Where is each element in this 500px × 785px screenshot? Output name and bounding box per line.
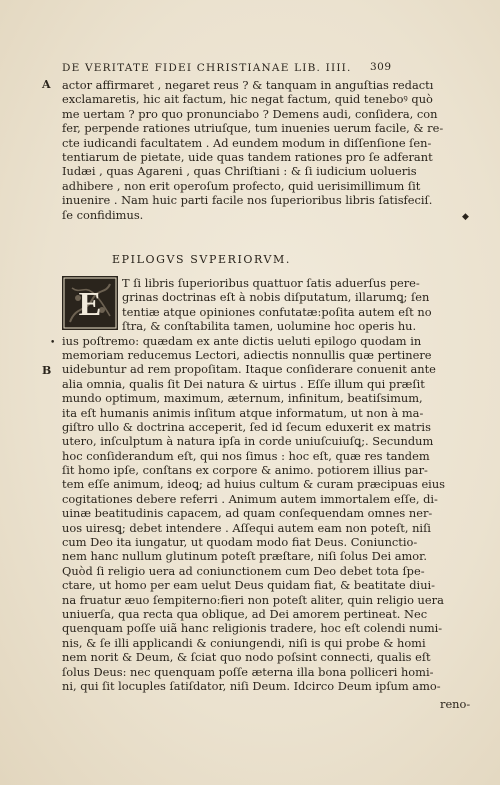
catchword: reno- <box>440 697 471 711</box>
text-line: na fruatur æuo ſempiterno:fieri non poteſt aliter, quin religio uera <box>62 592 444 607</box>
text-line: cte iudicandi facultatem . Ad eundem modum in diſſenſione ſen- <box>62 135 432 150</box>
text-line: ſolus Deus: nec quenquam poſſe æterna illa bona polliceri homi- <box>62 664 434 679</box>
page-number: 309 <box>370 61 392 73</box>
text-line: nis, & ſe illi applicandi & coniungendi, niſi is qui probe & homi <box>62 635 426 650</box>
paragraph-continuation <box>62 78 454 222</box>
text-line: tentiarum de pietate, uide quas tandem rationes pro ſe adferant <box>62 149 433 164</box>
text-line: uniuerſa, qua recta qua oblique, ad Dei amorem pertineat. Nec <box>62 606 428 621</box>
ornament-mark: ◆ <box>462 212 469 222</box>
text-line: nem hanc nullum glutinum poteſt præſtare, niſi ſolus Dei amor. <box>62 549 427 564</box>
text-line: cum Deo ita iungatur, ut quodam modo fiat Deus. Coniunctio- <box>62 535 418 550</box>
text-line: nem norit & Deum, & ſciat quo nodo poſsint connecti, qualis eſt <box>62 650 431 665</box>
text-line: alia omnia, qualis ſit Dei natura & uirtus . Eſſe illum qui præſit <box>62 376 425 391</box>
epilogue-text <box>62 276 454 693</box>
text-line: me uertam ? pro quo pronunciabo ? Demens audi, conſidera, con <box>62 106 438 121</box>
running-header <box>62 62 482 74</box>
text-line: ſtra, & conſtabilita tamen, uolumine hoc operis hu. <box>122 319 417 334</box>
margin-mark: • <box>50 338 56 348</box>
text-line: grinas doctrinas eſt à nobis diſputatum, illarumꝗ; ſen <box>122 290 430 305</box>
text-line: ni, qui ſit locuples ſatiſdator, niſi Deum. Idcirco Deum ipſum amo- <box>62 678 441 693</box>
text-line: Iudæi , quas Agareni , quas Chriſtiani : & ſi iudicium uolueris <box>62 164 417 179</box>
text-line: ita eſt humanis animis inſitum atque informatum, ut non à ma- <box>62 405 424 420</box>
text-line: uinæ beatitudinis capacem, ad quam conſequendam omnes ner- <box>62 506 433 521</box>
text-line: memoriam reducemus Lectori, adiectis nonnullis quæ pertinere <box>62 347 432 362</box>
text-line: T ſi libris ſuperioribus quattuor ſatis aduerſus pere- <box>122 276 420 290</box>
text-line: exclamaretis, hic ait factum, hic negat factum, quid teneboꝰ quò <box>62 92 433 107</box>
text-line: Quòd ſi religio uera ad coniunctionem cum Deo debet tota ſpe- <box>62 563 425 578</box>
margin-letter-b: B <box>42 364 52 377</box>
text-line: tentiæ atque opiniones confutatæ:poſita autem eſt no <box>122 304 432 319</box>
text-line: mundo optimum, maximum, æternum, infinitum, beatiſsimum, <box>62 391 423 406</box>
text-line: utero, inſculptum à natura ipſa in corde uniuſcuiuſꝗ;. Secundum <box>62 434 434 449</box>
text-line: cogitationes debere referri . Animum autem immortalem eſſe, di- <box>62 491 438 506</box>
text-line: giſtro ullo & doctrina acceperit, ſed id ſecum eduxerit ex matris <box>62 419 431 434</box>
section-heading: EPILOGVS SVPERIORVM. <box>112 253 292 266</box>
margin-letter-a: A <box>42 78 51 91</box>
text-line: ctare, ut homo per eam uelut Deus quidam fiat, & beatitate diui- <box>62 578 436 593</box>
running-title: DE VERITATE FIDEI CHRISTIANAE LIB. IIII. <box>62 62 352 74</box>
text-line: uidebuntur ad rem propoſitam. Itaque conſiderare conuenit ante <box>62 362 436 377</box>
text-line: adhibere , non erit operoſum profecto, quid uerisimillimum ſit <box>62 178 421 193</box>
text-line: tem eſſe animum, ideoꝗ; ad huius cultum & curam præcipuas eius <box>62 477 446 492</box>
text-line: fer, perpende rationes utriuſque, tum inuenies uerum facile, & re- <box>62 121 444 136</box>
text-line: ius poſtremo: quædam ex ante dictis ueluti epilogo quodam in <box>62 333 422 348</box>
text-line: quenquam poſſe uiã hanc religionis tradere, hoc eſt colendi numi- <box>62 621 443 636</box>
text-line: actor affirmaret , negaret reus ? & tanquam in anguſtias redactı <box>62 78 434 92</box>
text-line: ſit homo ipſe, conſtans ex corpore & animo. potiorem illius par- <box>62 463 428 478</box>
text-line: inuenire . Nam huic parti facile nos ſuperioribus libris ſatisfeciſ. <box>62 193 433 208</box>
text-line: uos uiresꝗ; debet intendere . Aſſequi autem eam non poteſt, niſi <box>62 520 431 535</box>
text-line: hoc conſiderandum eſt, qui nos ſimus : hoc eſt, quæ res tandem <box>62 448 430 463</box>
initial-letter: E <box>78 286 102 323</box>
text-line: ſe confidimus. <box>62 207 144 222</box>
